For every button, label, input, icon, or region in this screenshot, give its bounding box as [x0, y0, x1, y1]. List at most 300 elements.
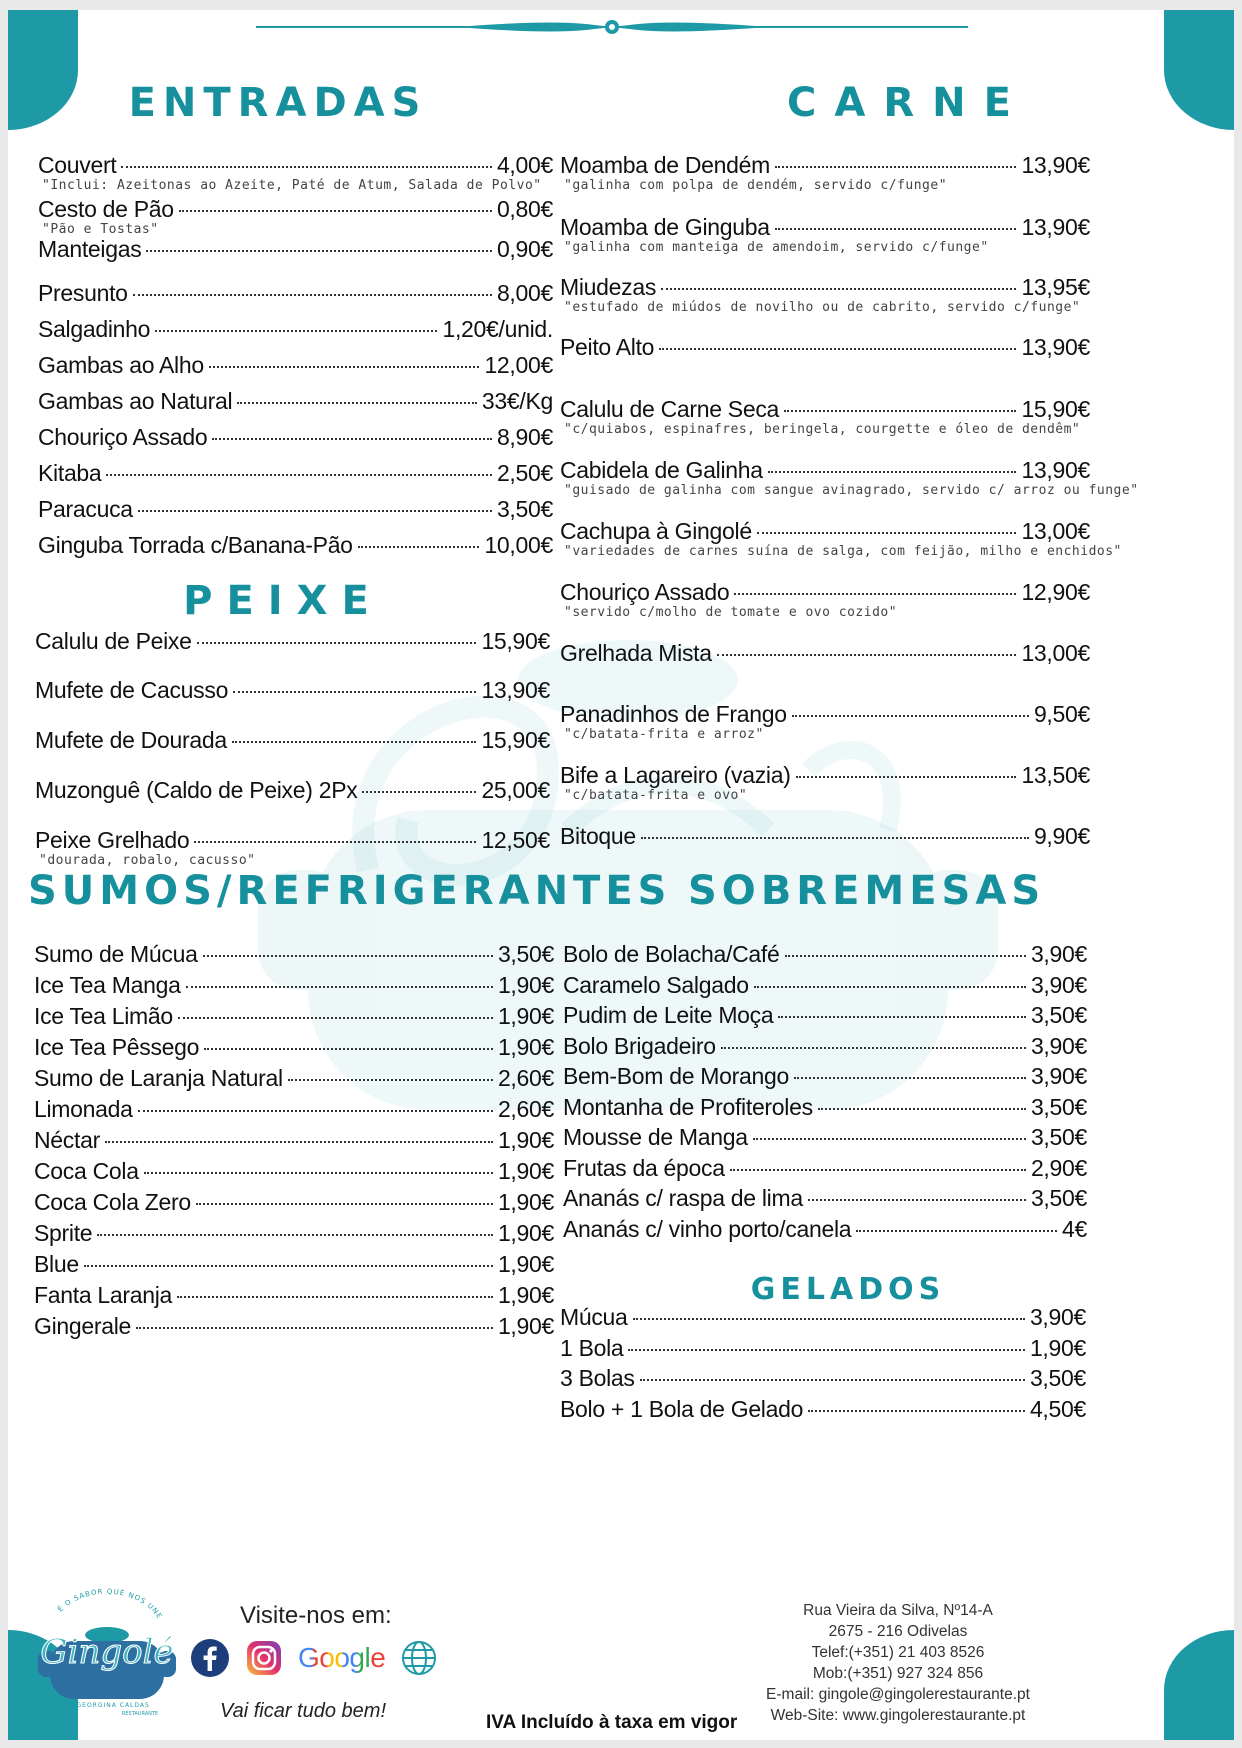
dot-leader [775, 166, 1016, 168]
item-name: Calulu de Peixe [35, 628, 192, 654]
item-price: 1,90€ [497, 1251, 554, 1277]
menu-item-row [38, 532, 553, 558]
menu-item [560, 152, 1090, 194]
item-name: Chouriço Assado [560, 579, 730, 605]
menu-item [560, 823, 1090, 849]
menu-item [34, 1127, 554, 1153]
section-title-sobremesas: SOBREMESAS [688, 868, 1046, 914]
menu-item [38, 352, 553, 378]
item-name: Sprite [34, 1220, 93, 1246]
menu-item [35, 777, 550, 803]
item-name: Bife a Lagareiro (vazia) [560, 762, 791, 788]
item-name: Ananás c/ vinho porto/canela [563, 1215, 852, 1242]
section-title-entradas: ENTRADAS [128, 80, 428, 126]
dot-leader [203, 955, 493, 957]
item-price: 12,90€ [1021, 579, 1090, 605]
item-price: 13,00€ [1021, 640, 1090, 666]
item-price: 12,50€ [481, 827, 550, 853]
item-name: Sumo de Múcua [34, 941, 198, 967]
menu-item-row [34, 1251, 554, 1277]
item-name: Frutas da época [563, 1154, 725, 1181]
menu-item-row [563, 1094, 1087, 1120]
item-price: 13,95€ [1021, 274, 1090, 300]
item-description: "c/batata-frita e ovo" [564, 788, 748, 803]
item-name: Fanta Laranja [34, 1282, 173, 1308]
item-description: "estufado de miúdos de novilho ou de cabrito, servido c/funge" [564, 300, 1081, 315]
item-name: Múcua [560, 1304, 628, 1330]
dot-leader [212, 438, 492, 440]
corner-ornament [1164, 1630, 1234, 1740]
item-description: "galinha com polpa de dendém, servido c/funge" [564, 178, 948, 193]
item-price: 1,90€ [1029, 1334, 1086, 1361]
item-description: "c/batata-frita e arroz" [564, 727, 764, 742]
item-name: Cachupa à Gingolé [560, 518, 752, 544]
dot-leader [633, 1318, 1025, 1320]
contact-info [748, 1600, 1048, 1726]
menu-item [560, 1396, 1086, 1422]
menu-item-row [38, 496, 553, 522]
menu-item [38, 196, 553, 238]
menu-page [8, 10, 1234, 1740]
dot-leader [177, 1296, 493, 1298]
dot-leader [785, 955, 1026, 957]
item-price: 9,90€ [1033, 823, 1090, 849]
item-name: Ice Tea Limão [34, 1003, 173, 1029]
item-price: 15,90€ [481, 727, 550, 753]
item-price: 3,50€ [497, 941, 554, 967]
item-name: Moamba de Ginguba [560, 214, 770, 240]
menu-item-row [563, 1002, 1087, 1028]
dot-leader [628, 1349, 1025, 1351]
item-name: Ice Tea Manga [34, 972, 181, 998]
item-price: 1,90€ [497, 1158, 554, 1184]
slogan: Vai ficar tudo bem! [220, 1700, 387, 1722]
item-name: Grelhada Mista [560, 640, 712, 666]
item-price: 1,90€ [497, 1034, 554, 1060]
dot-leader [155, 330, 437, 332]
menu-item-row [560, 579, 1090, 605]
dot-leader [288, 1079, 493, 1081]
dot-leader [232, 741, 477, 743]
item-price: 3,50€ [496, 496, 553, 522]
dot-leader [138, 1110, 493, 1112]
item-price: 33€/Kg [481, 388, 553, 414]
menu-item [35, 827, 550, 869]
dot-leader [197, 642, 477, 644]
item-name: Néctar [34, 1127, 100, 1153]
section-title-carne: CARNE [787, 80, 1029, 126]
dot-leader [146, 250, 492, 252]
item-price: 25,00€ [481, 777, 550, 803]
menu-item-row [34, 1158, 554, 1184]
item-price: 13,00€ [1021, 518, 1090, 544]
menu-item-row [560, 640, 1090, 666]
item-name: Gingerale [34, 1313, 132, 1339]
item-price: 3,90€ [1029, 1304, 1086, 1330]
item-price: 13,90€ [1021, 152, 1090, 178]
menu-item-row [38, 460, 553, 486]
menu-item [560, 762, 1090, 804]
item-name: 3 Bolas [560, 1365, 635, 1391]
menu-item [34, 972, 554, 998]
menu-item-row [34, 1282, 554, 1308]
item-price: 0,80€ [496, 196, 553, 222]
dot-leader [186, 986, 493, 988]
item-price: 13,90€ [1021, 457, 1090, 483]
menu-item-row [35, 827, 550, 853]
menu-item [34, 1065, 554, 1091]
menu-item-row [34, 1034, 554, 1060]
item-name: Chouriço Assado [38, 424, 208, 450]
menu-item-row [560, 214, 1090, 240]
menu-item [38, 280, 553, 306]
menu-item-row [560, 823, 1090, 849]
dot-leader [233, 691, 476, 693]
item-name: Panadinhos de Frango [560, 701, 787, 727]
svg-text:Gingolé: Gingolé [40, 1632, 174, 1672]
menu-item-row [38, 352, 553, 378]
item-name: Moamba de Dendém [560, 152, 770, 178]
section-title-peixe: PEIXE [183, 578, 383, 624]
menu-item [563, 1155, 1087, 1181]
social-links [190, 1635, 439, 1681]
corner-ornament [1164, 10, 1234, 130]
menu-item [563, 1033, 1087, 1059]
dot-leader [640, 1379, 1025, 1381]
email[interactable]: E-mail: gingole@gingolerestaurante.pt [766, 1686, 1030, 1703]
item-price: 8,90€ [496, 424, 553, 450]
dot-leader [730, 1169, 1026, 1171]
dot-leader [133, 294, 492, 296]
item-name: Gambas ao Alho [38, 352, 204, 378]
menu-item [560, 214, 1090, 256]
menu-item-row [35, 677, 550, 703]
menu-item [34, 1189, 554, 1215]
dot-leader [358, 546, 480, 548]
dot-leader [237, 402, 477, 404]
item-name: Bolo + 1 Bola de Gelado [560, 1395, 804, 1422]
dot-leader [661, 288, 1016, 290]
menu-item-row [563, 1063, 1087, 1089]
item-name: Presunto [38, 280, 128, 306]
address-line: Rua Vieira da Silva, Nº14-A [803, 1602, 993, 1619]
google-link[interactable] [298, 1642, 385, 1674]
menu-item [563, 1124, 1087, 1150]
menu-item [560, 579, 1090, 621]
menu-item [560, 701, 1090, 743]
restaurant-logo [32, 1575, 182, 1725]
menu-item-row [38, 316, 553, 342]
menu-item [34, 1282, 554, 1308]
item-price: 4,50€ [1029, 1395, 1086, 1422]
menu-item [563, 1094, 1087, 1120]
item-name: Bolo Brigadeiro [563, 1032, 716, 1059]
menu-item-row [563, 1185, 1087, 1211]
globe-icon[interactable] [399, 1638, 439, 1678]
dot-leader [179, 210, 492, 212]
item-price: 3,90€ [1030, 1063, 1087, 1089]
menu-item [34, 1096, 554, 1122]
item-price: 3,90€ [1030, 1032, 1087, 1059]
website[interactable]: Web-Site: www.gingolerestaurante.pt [770, 1707, 1026, 1724]
dot-leader [84, 1265, 493, 1267]
item-price: 1,90€ [497, 972, 554, 998]
dot-leader [778, 1016, 1026, 1018]
menu-item-row [34, 1003, 554, 1029]
section-title-sumos: SUMOS/REFRIGERANTES [28, 868, 672, 914]
dot-leader [144, 1172, 493, 1174]
item-name: Salgadinho [38, 316, 151, 342]
item-price: 4,00€ [496, 152, 553, 178]
menu-item [560, 1365, 1086, 1391]
menu-item [560, 640, 1090, 666]
menu-item-row [560, 334, 1090, 360]
item-price: 15,90€ [1021, 396, 1090, 422]
menu-item-row [560, 1365, 1086, 1391]
item-price: 3,50€ [1029, 1365, 1086, 1391]
menu-item [560, 396, 1090, 438]
svg-text:BY GEORGINA CALDAS: BY GEORGINA CALDAS [64, 1702, 150, 1709]
menu-item-row [560, 396, 1090, 422]
menu-item-row [34, 1065, 554, 1091]
mobile: Mob:(+351) 927 324 856 [812, 1665, 984, 1682]
item-name: Mufete de Cacusso [35, 677, 229, 703]
item-price: 3,50€ [1030, 1185, 1087, 1211]
dot-leader [136, 1327, 493, 1329]
menu-item [38, 496, 553, 522]
menu-item-row [38, 280, 553, 306]
menu-item [563, 941, 1087, 967]
dot-leader [717, 654, 1017, 656]
item-name: Gambas ao Natural [38, 388, 233, 414]
menu-item-row [560, 274, 1090, 300]
dot-leader [138, 510, 492, 512]
menu-item-row [34, 941, 554, 967]
menu-item-row [34, 1096, 554, 1122]
item-price: 15,90€ [481, 628, 550, 654]
item-name: Peixe Grelhado [35, 827, 190, 853]
item-price: 2,90€ [1030, 1154, 1087, 1181]
menu-item [38, 388, 553, 414]
menu-item [560, 334, 1090, 360]
item-price: 4€ [1062, 1215, 1087, 1242]
section-title-gelados: GELADOS [750, 1272, 946, 1307]
menu-item-row [38, 236, 553, 262]
menu-item-row [563, 972, 1087, 998]
item-name: Cesto de Pão [38, 196, 174, 222]
menu-item [34, 1220, 554, 1246]
dot-leader [757, 532, 1017, 534]
dot-leader [775, 228, 1017, 230]
item-name: Bitoque [560, 823, 636, 849]
item-price: 13,90€ [1021, 214, 1090, 240]
item-price: 3,50€ [1030, 1002, 1087, 1028]
menu-item [563, 1063, 1087, 1089]
dot-leader [209, 366, 480, 368]
item-price: 13,50€ [1021, 762, 1090, 788]
menu-item-row [34, 1220, 554, 1246]
menu-item-row [563, 1124, 1087, 1150]
menu-item [35, 628, 550, 654]
dot-leader [792, 715, 1029, 717]
menu-item [34, 1158, 554, 1184]
item-price: 2,60€ [497, 1065, 554, 1091]
menu-item-row [34, 1313, 554, 1339]
menu-item-row [560, 701, 1090, 727]
menu-item-row [35, 777, 550, 803]
menu-item [38, 236, 553, 262]
dot-leader [856, 1230, 1057, 1232]
menu-item-row [563, 1033, 1087, 1059]
menu-item-row [560, 762, 1090, 788]
item-name: Couvert [38, 152, 117, 178]
item-price: 12,00€ [484, 352, 553, 378]
dot-leader [754, 986, 1026, 988]
menu-item [563, 1216, 1087, 1242]
svg-text:É O SABOR QUE NOS UNE: É O SABOR QUE NOS UNE [56, 1587, 164, 1621]
dot-leader [808, 1410, 1025, 1412]
menu-item-row [563, 1155, 1087, 1181]
menu-item [38, 532, 553, 558]
item-price: 10,00€ [484, 532, 553, 558]
menu-item-row [560, 457, 1090, 483]
menu-item-row [34, 1127, 554, 1153]
item-price: 1,90€ [497, 1313, 554, 1339]
dot-leader [796, 776, 1017, 778]
item-price: 3,90€ [1030, 941, 1087, 967]
menu-item [34, 1251, 554, 1277]
dot-leader [105, 1141, 493, 1143]
item-price: 13,90€ [481, 677, 550, 703]
dot-leader [196, 1203, 493, 1205]
menu-item [38, 460, 553, 486]
item-price: 1,90€ [497, 1189, 554, 1215]
dot-leader [106, 474, 492, 476]
menu-item-row [560, 1304, 1086, 1330]
svg-text:RESTAURANTE: RESTAURANTE [121, 1711, 159, 1717]
item-name: Ginguba Torrada c/Banana-Pão [38, 532, 353, 558]
item-description: "c/quiabos, espinafres, beringela, courgette e óleo de dendêm" [564, 422, 1081, 437]
menu-item [38, 152, 553, 194]
menu-item [563, 972, 1087, 998]
menu-item-row [560, 1396, 1086, 1422]
item-description: "servido c/molho de tomate e ovo cozido" [564, 605, 898, 620]
menu-item [34, 1003, 554, 1029]
item-name: Sumo de Laranja Natural [34, 1065, 283, 1091]
menu-item-row [35, 628, 550, 654]
item-price: 3,90€ [1030, 971, 1087, 998]
dot-leader [178, 1017, 493, 1019]
dot-leader [721, 1047, 1026, 1049]
item-price: 1,90€ [497, 1127, 554, 1153]
menu-item-row [34, 972, 554, 998]
menu-item [560, 1335, 1086, 1361]
item-description: "Pão e Tostas" [42, 222, 159, 237]
item-name: Caramelo Salgado [563, 971, 749, 998]
iva-note: IVA Incluído à taxa em vigor [486, 1712, 738, 1733]
item-name: Mufete de Dourada [35, 727, 227, 753]
menu-item [34, 941, 554, 967]
dot-leader [734, 593, 1016, 595]
facebook-icon[interactable] [190, 1638, 230, 1678]
dot-leader [818, 1108, 1026, 1110]
item-name: Pudim de Leite Moça [563, 1002, 774, 1028]
dot-leader [753, 1138, 1026, 1140]
item-name: Ice Tea Pêssego [34, 1034, 200, 1060]
dot-leader [794, 1077, 1026, 1079]
item-description: "dourada, robalo, cacusso" [39, 853, 256, 868]
menu-item [560, 518, 1122, 560]
item-name: Miudezas [560, 274, 657, 300]
menu-item-row [38, 388, 553, 414]
dot-leader [784, 410, 1016, 412]
item-price: 13,90€ [1021, 334, 1090, 360]
item-name: Paracuca [38, 496, 133, 522]
item-price: 2,60€ [497, 1096, 554, 1122]
menu-item [563, 1002, 1087, 1028]
item-name: Kitaba [38, 460, 102, 486]
item-price: 1,90€ [497, 1003, 554, 1029]
item-price: 1,90€ [497, 1282, 554, 1308]
menu-item [35, 727, 550, 753]
item-description: "guisado de galinha com sangue avinagrado, servido c/ arroz ou funge" [564, 483, 1139, 498]
item-price: 8,00€ [496, 280, 553, 306]
item-description: "galinha com manteiga de amendoim, servido c/funge" [564, 240, 989, 255]
menu-item [35, 677, 550, 703]
item-price: 9,50€ [1033, 701, 1090, 727]
item-name: Bem-Bom de Morango [563, 1063, 789, 1089]
menu-item-row [35, 727, 550, 753]
menu-item [38, 424, 553, 450]
visit-us-label: Visite-nos em: [240, 1602, 392, 1629]
item-price: 3,50€ [1030, 1124, 1087, 1150]
item-name: Ananás c/ raspa de lima [563, 1185, 803, 1211]
corner-ornament [8, 10, 78, 130]
instagram-icon[interactable] [244, 1638, 284, 1678]
dot-leader [659, 348, 1016, 350]
menu-item-row [38, 152, 553, 178]
item-name: Muzonguê (Caldo de Peixe) 2Px [35, 777, 358, 803]
menu-item-row [38, 196, 553, 222]
telephone: Telef:(+351) 21 403 8526 [811, 1644, 985, 1661]
item-name: Coca Cola Zero [34, 1189, 191, 1215]
menu-item-row [34, 1189, 554, 1215]
dot-leader [121, 166, 492, 168]
item-name: Bolo de Bolacha/Café [563, 941, 780, 967]
item-name: Mousse de Manga [563, 1124, 748, 1150]
menu-item [563, 1185, 1087, 1211]
dot-leader [362, 791, 476, 793]
item-price: 2,50€ [496, 460, 553, 486]
menu-item [34, 1034, 554, 1060]
item-price: 1,20€/unid. [442, 316, 553, 342]
google-logo-text: Google [298, 1642, 386, 1673]
menu-item-row [563, 1216, 1087, 1242]
item-price: 1,90€ [497, 1220, 554, 1246]
item-name: Cabidela de Galinha [560, 457, 763, 483]
menu-item-row [560, 518, 1090, 544]
dot-leader [204, 1048, 493, 1050]
item-description: "variedades de carnes suína de salga, com feijão, milho e enchidos" [564, 544, 1122, 559]
dot-leader [194, 841, 476, 843]
item-price: 3,50€ [1030, 1093, 1087, 1120]
dot-leader [97, 1234, 493, 1236]
item-name: 1 Bola [560, 1334, 624, 1361]
menu-item [560, 457, 1139, 499]
top-ornament [256, 18, 968, 36]
dot-leader [768, 471, 1017, 473]
postal-code: 2675 - 216 Odivelas [828, 1623, 968, 1640]
